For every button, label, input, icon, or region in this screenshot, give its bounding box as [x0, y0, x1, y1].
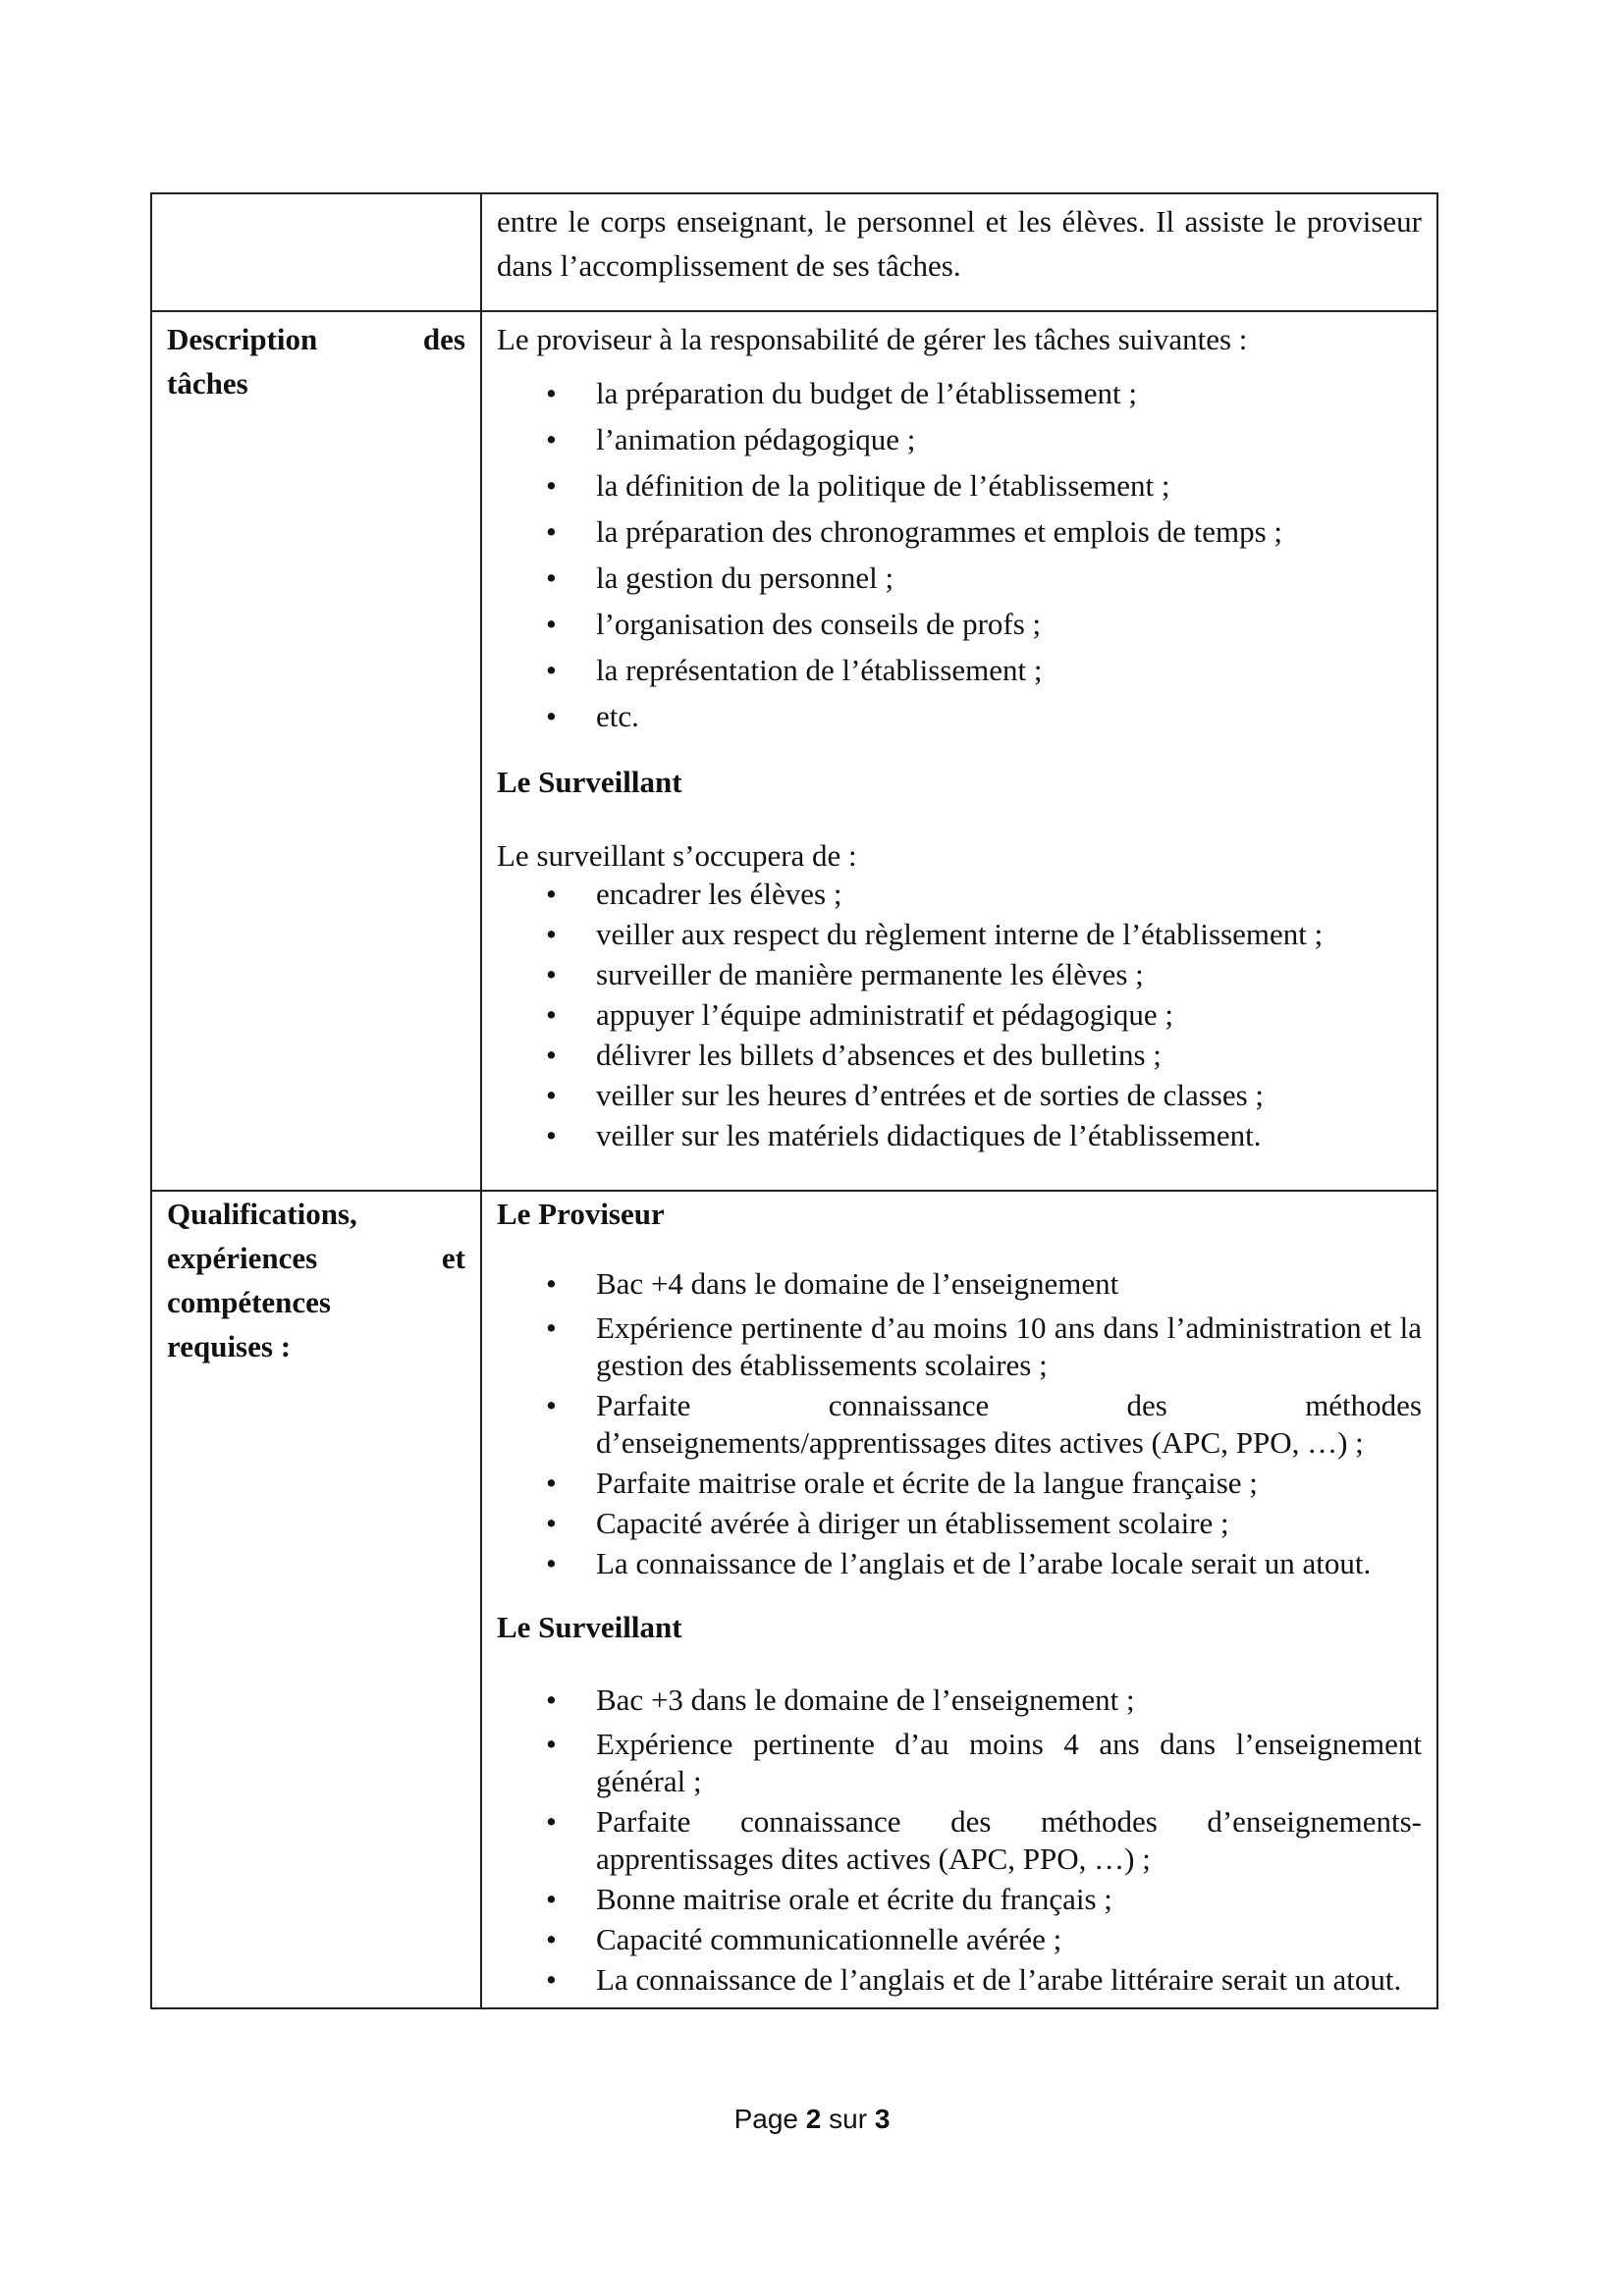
qualifications-label-line1: Qualifications, [167, 1197, 357, 1231]
list-item: • la représentation de l’établissement ; [497, 647, 1422, 693]
list-item: • la gestion du personnel ; [497, 555, 1422, 601]
list-item: • la préparation des chronogrammes et emplois de temps ; [497, 508, 1422, 555]
taches-label-line2: tâches [167, 366, 248, 400]
taches-content-cell [481, 311, 1437, 1191]
list-item: • veiller aux respect du règlement interne de l’établissement ; [497, 914, 1422, 954]
list-item: • Expérience pertinente d’au moins 10 ans dans l’administration et la gestion des établissements scolaires ; [497, 1309, 1422, 1384]
list-item: • la préparation du budget de l’établissement ; [497, 370, 1422, 416]
surveillant-heading: Le Surveillant [497, 765, 682, 799]
list-item: • l’organisation des conseils de profs ; [497, 601, 1422, 647]
list-item: • appuyer l’équipe administratif et pédagogique ; [497, 994, 1422, 1035]
proviseur-task-list [497, 370, 1422, 739]
taches-intro: Le proviseur à la responsabilité de gérer les tâches suivantes : [497, 322, 1248, 356]
list-item: • Bac +3 dans le domaine de l’enseignement ; [497, 1682, 1422, 1719]
list-item: • Bonne maitrise orale et écrite du français ; [497, 1881, 1422, 1918]
list-item: • La connaissance de l’anglais et de l’arabe littéraire serait un atout. [497, 1961, 1422, 1999]
proviseur-requirements-list [497, 1265, 1422, 1582]
taches-label-cell [151, 311, 481, 1191]
list-item: • Capacité communicationnelle avérée ; [497, 1921, 1422, 1958]
page-separator: sur [829, 2104, 868, 2134]
page-footer [0, 2104, 1624, 2135]
list-item: • la définition de la politique de l’établissement ; [497, 462, 1422, 508]
qualifications-label-line4: requises : [167, 1329, 292, 1363]
table-row [151, 1191, 1437, 2008]
table-row [151, 193, 1437, 311]
qualifications-label-line2: expériences et [167, 1241, 465, 1275]
list-item: • Expérience pertinente d’au moins 4 ans dans l’enseignement général ; [497, 1726, 1422, 1800]
intro-cell [481, 193, 1437, 311]
intro-text: entre le corps enseignant, le personnel et les élèves. Il assiste le proviseur dans l’accomplissement de ses tâches. [497, 204, 1422, 283]
taches-label-line1: Description des [167, 322, 465, 356]
surveillant-task-list [497, 874, 1422, 1190]
list-item: • etc. [497, 693, 1422, 739]
proviseur-heading: Le Proviseur [497, 1197, 665, 1231]
surveillant-intro: Le surveillant s’occupera de : [497, 838, 857, 873]
list-item: • veiller sur les matériels didactiques de l’établissement. [497, 1115, 1422, 1155]
list-item: • délivrer les billets d’absences et des bulletins ; [497, 1035, 1422, 1075]
list-item: • Parfaite connaissance des méthodes d’enseignements/apprentissages dites actives (APC, PPO, …) ; [497, 1387, 1422, 1462]
list-item: • Parfaite maitrise orale et écrite de la langue française ; [497, 1465, 1422, 1502]
job-description-table [150, 192, 1438, 2009]
list-item: • veiller sur les heures d’entrées et de sorties de classes ; [497, 1075, 1422, 1115]
list-item: • La connaissance de l’anglais et de l’arabe locale serait un atout. [497, 1545, 1422, 1582]
table-row [151, 311, 1437, 1191]
list-item: • Bac +4 dans le domaine de l’enseignement [497, 1265, 1422, 1303]
surveillant-requirements-list [497, 1682, 1422, 2007]
list-item: • Capacité avérée à diriger un établissement scolaire ; [497, 1505, 1422, 1542]
qualifications-label-cell [151, 1191, 481, 2008]
list-item: • Parfaite connaissance des méthodes d’enseignements-apprentissages dites actives (APC, PPO, …) ; [497, 1803, 1422, 1878]
list-item: • encadrer les élèves ; [497, 874, 1422, 914]
empty-label-cell [151, 193, 481, 311]
qualifications-label-line3: compétences [167, 1285, 331, 1319]
surveillant-heading: Le Surveillant [497, 1610, 682, 1644]
list-item: • surveiller de manière permanente les élèves ; [497, 954, 1422, 994]
total-page-count: 3 [874, 2104, 891, 2134]
current-page-number: 2 [805, 2104, 822, 2134]
qualifications-content-cell [481, 1191, 1437, 2008]
page-prefix: Page [733, 2104, 798, 2134]
list-item: • l’animation pédagogique ; [497, 416, 1422, 462]
